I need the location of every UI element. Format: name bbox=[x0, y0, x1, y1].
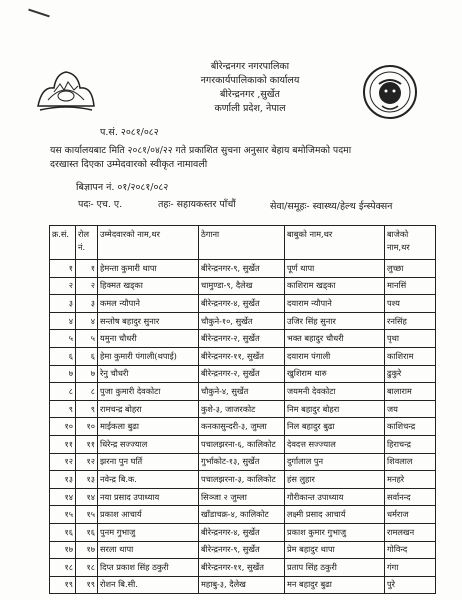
municipality-logo-icon bbox=[362, 64, 418, 120]
father-name-cell: उजिर सिंह सुनार bbox=[285, 312, 385, 330]
address-cell: बीरेन्द्रनगर-९, सुर्खेत bbox=[199, 260, 285, 278]
serial-cell: १० bbox=[50, 418, 76, 436]
candidate-name-cell: दिप्त प्रकाश सिंह ठकुरी bbox=[98, 559, 199, 577]
address-cell: बीरेन्द्रनगर-४, सुर्खेत bbox=[199, 295, 285, 313]
address-cell: कुशे-३, जाजरकोट bbox=[199, 400, 285, 418]
table-row bbox=[50, 277, 436, 295]
candidate-name-cell: धिरेन्द्र सज्ज्याल bbox=[98, 435, 199, 453]
candidate-name-cell: प्रकाश आचार्य bbox=[98, 506, 199, 524]
roll-number-cell: ७ bbox=[76, 365, 98, 383]
roll-number-cell: ५ bbox=[76, 330, 98, 348]
address-cell: सिञ्जा २ जुम्ला bbox=[199, 488, 285, 506]
table-body bbox=[50, 260, 436, 594]
serial-cell: ८ bbox=[50, 383, 76, 401]
grandfather-name-cell: जय bbox=[385, 400, 436, 418]
serial-cell: १२ bbox=[50, 453, 76, 471]
candidate-table bbox=[49, 225, 435, 594]
table-row bbox=[50, 383, 436, 401]
roll-number-cell: १४ bbox=[76, 488, 98, 506]
address-cell: बीरेन्द्रनगर-९, सुर्खेत bbox=[199, 541, 285, 559]
grandfather-name-cell: गोविन्द bbox=[385, 541, 436, 559]
table-row bbox=[50, 295, 436, 313]
father-name-cell: गौरीकान्त उपाध्याय bbox=[285, 488, 385, 506]
candidate-name-cell: माईकला बुढा bbox=[98, 418, 199, 436]
grandfather-name-cell: रनसिंह bbox=[385, 312, 436, 330]
column-header: बाबुको नाम,थर bbox=[285, 226, 385, 260]
serial-cell: २ bbox=[50, 277, 76, 295]
grandfather-name-cell: ढुकुरे bbox=[385, 365, 436, 383]
father-name-cell: काशिराम खड्का bbox=[285, 277, 385, 295]
column-header: उम्मेदवारको नाम,थर bbox=[98, 226, 199, 260]
serial-cell: १ bbox=[50, 260, 76, 278]
roll-number-cell: ११ bbox=[76, 435, 98, 453]
address-cell: चामुण्डा-९, दैलेख bbox=[199, 277, 285, 295]
table-row bbox=[50, 523, 436, 541]
roll-number-cell: २ bbox=[76, 277, 98, 295]
roll-number-cell: १६ bbox=[76, 523, 98, 541]
grandfather-name-cell: बालाराम bbox=[385, 383, 436, 401]
table-row bbox=[50, 506, 436, 524]
table-row bbox=[50, 418, 436, 436]
serial-cell: १३ bbox=[50, 471, 76, 489]
candidate-name-cell: नवेन्द्र बि.क. bbox=[98, 471, 199, 489]
column-header: क्र.सं. bbox=[50, 226, 76, 260]
serial-cell: ९ bbox=[50, 400, 76, 418]
father-name-cell: पूर्ण थापा bbox=[285, 260, 385, 278]
serial-cell: १९ bbox=[50, 576, 76, 594]
grandfather-name-cell: गंगा bbox=[385, 559, 436, 577]
address-cell: चौकुने-१०, सुर्खेत bbox=[199, 312, 285, 330]
father-name-cell: दयाराम पंगाली bbox=[285, 347, 385, 365]
serial-cell: ७ bbox=[50, 365, 76, 383]
table-row bbox=[50, 435, 436, 453]
column-header: रोल नं. bbox=[76, 226, 98, 260]
roll-number-cell: ४ bbox=[76, 312, 98, 330]
office-header bbox=[150, 60, 350, 116]
grandfather-name-cell: लुच्छा bbox=[385, 260, 436, 278]
candidate-name-cell: सरला थापा bbox=[98, 541, 199, 559]
grandfather-name-cell: धर्मराज bbox=[385, 506, 436, 524]
candidate-name-cell: रामचन्द्र बोहरा bbox=[98, 400, 199, 418]
table-row bbox=[50, 576, 436, 594]
roll-number-cell: १३ bbox=[76, 471, 98, 489]
column-header: बाजेको नाम,थर bbox=[385, 226, 436, 260]
serial-cell: ६ bbox=[50, 347, 76, 365]
father-name-cell: जयमनी देवकोटा bbox=[285, 383, 385, 401]
table-header-row bbox=[50, 226, 436, 260]
address-cell: बीरेन्द्रनगर-११, सुर्खेत bbox=[199, 559, 285, 577]
post-level: तहः- सहायकस्तर पाँचौं bbox=[158, 199, 236, 210]
advert-number: बिज्ञापन नं. ०१/२०८१/०८२ bbox=[76, 182, 169, 193]
candidate-name-cell: हेमा कुमारी पंगाली(थपाई) bbox=[98, 347, 199, 365]
father-name-cell: निल बहादुर बुढा bbox=[285, 418, 385, 436]
father-name-cell: दयाराम न्यौपाने bbox=[285, 295, 385, 313]
office-province: कर्णाली प्रदेश, नेपाल bbox=[214, 103, 286, 114]
serial-cell: ११ bbox=[50, 435, 76, 453]
father-name-cell: खुशिराम थारु bbox=[285, 365, 385, 383]
notice-line-1: यस कार्यालयबाट मिति २०८१/०४/२२ गते प्रकाशित सुचना अनुसार बेहाय बमोजिमको पदमा bbox=[50, 145, 352, 156]
grandfather-name-cell: मनहरे bbox=[385, 471, 436, 489]
serial-cell: १८ bbox=[50, 559, 76, 577]
roll-number-cell: १२ bbox=[76, 453, 98, 471]
father-name-cell: भक्त बहादुर चौधरी bbox=[285, 330, 385, 348]
father-name-cell: लक्ष्मी प्रसाद आचार्य bbox=[285, 506, 385, 524]
fiscal-year: प.सं. २०८१/०८२ bbox=[100, 127, 159, 138]
grandfather-name-cell: पश्य bbox=[385, 295, 436, 313]
post-name: पदः- एच. ए. bbox=[78, 199, 123, 210]
table-row bbox=[50, 260, 436, 278]
address-cell: पचालझरना-६, कालिकोट bbox=[199, 435, 285, 453]
serial-cell: ४ bbox=[50, 312, 76, 330]
father-name-cell: दुर्गालाल पुन bbox=[285, 453, 385, 471]
address-cell: खाँडाचक्र-४, कालिकोट bbox=[199, 506, 285, 524]
serial-cell: १६ bbox=[50, 523, 76, 541]
candidate-name-cell: पुजा कुमारी देवकोटा bbox=[98, 383, 199, 401]
address-cell: चौकुने-४, सुर्खेत bbox=[199, 383, 285, 401]
table-row bbox=[50, 400, 436, 418]
father-name-cell: प्रेम बहादुर थापा bbox=[285, 541, 385, 559]
table-row bbox=[50, 453, 436, 471]
roll-number-cell: १९ bbox=[76, 576, 98, 594]
father-name-cell: प्रताप सिंह ठकुरी bbox=[285, 559, 385, 577]
grandfather-name-cell: शिवलाल bbox=[385, 453, 436, 471]
roll-number-cell: १८ bbox=[76, 559, 98, 577]
grandfather-name-cell: रामलखन bbox=[385, 523, 436, 541]
address-cell: कनकासुन्दरी-३, जुम्ला bbox=[199, 418, 285, 436]
address-cell: गुर्भाकोट-१३, सुर्खेत bbox=[199, 453, 285, 471]
address-cell: महाबु-३, दैलेख bbox=[199, 576, 285, 594]
table-row bbox=[50, 559, 436, 577]
roll-number-cell: १ bbox=[76, 260, 98, 278]
candidate-name-cell: सन्तोष बहादुर सुनार bbox=[98, 312, 199, 330]
table-row bbox=[50, 347, 436, 365]
grandfather-name-cell: मानसिं bbox=[385, 277, 436, 295]
table-row bbox=[50, 541, 436, 559]
address-cell: बीरेन्द्रनगर-४, सुर्खेत bbox=[199, 523, 285, 541]
service-group: सेवा/समूहः- स्वास्थ्य/हेल्थ ईन्स्पेक्सन bbox=[270, 201, 393, 212]
grandfather-name-cell: काशिराम bbox=[385, 347, 436, 365]
address-cell: बीरेन्द्रनगर-११, सुर्खेत bbox=[199, 347, 285, 365]
table-row bbox=[50, 312, 436, 330]
serial-cell: ३ bbox=[50, 295, 76, 313]
table-row bbox=[50, 471, 436, 489]
roll-number-cell: ६ bbox=[76, 347, 98, 365]
roll-number-cell: ३ bbox=[76, 295, 98, 313]
candidate-name-cell: रोशन बि.सी. bbox=[98, 576, 199, 594]
grandfather-name-cell: सर्वानन्द bbox=[385, 488, 436, 506]
roll-number-cell: ८ bbox=[76, 383, 98, 401]
grandfather-name-cell: पृथा bbox=[385, 330, 436, 348]
candidate-name-cell: झरना पुन घर्ति bbox=[98, 453, 199, 471]
address-cell: पचालझरना-३, कालिकोट bbox=[199, 471, 285, 489]
serial-cell: १५ bbox=[50, 506, 76, 524]
table-row bbox=[50, 330, 436, 348]
office-name: नगरकार्यपालिकाको कार्यालय bbox=[200, 75, 300, 86]
roll-number-cell: ९ bbox=[76, 400, 98, 418]
pen-stroke-mark bbox=[28, 9, 50, 18]
candidate-name-cell: नया प्रसाद उपाध्याय bbox=[98, 488, 199, 506]
roll-number-cell: १७ bbox=[76, 541, 98, 559]
father-name-cell: हंस लुहार bbox=[285, 471, 385, 489]
address-cell: बीरेन्द्रनगर-२, सुर्खेत bbox=[199, 365, 285, 383]
grandfather-name-cell: पुरे bbox=[385, 576, 436, 594]
nepal-emblem-icon bbox=[34, 66, 98, 114]
serial-cell: १७ bbox=[50, 541, 76, 559]
candidate-name-cell: यमुना चौधरी bbox=[98, 330, 199, 348]
grandfather-name-cell: हिराचन्द्र bbox=[385, 435, 436, 453]
roll-number-cell: १० bbox=[76, 418, 98, 436]
serial-cell: ५ bbox=[50, 330, 76, 348]
table-row bbox=[50, 365, 436, 383]
municipality-name: बीरेन्द्रनगर नगरपालिका bbox=[210, 61, 290, 72]
office-location: बीरेन्द्रनगर ,सुर्खेत bbox=[220, 89, 280, 100]
notice-line-2: दरखास्त दिएका उम्मेदवारको स्वीकृत नामावली bbox=[50, 159, 208, 170]
address-cell: बीरेन्द्रनगर-२, सुर्खेत bbox=[199, 330, 285, 348]
candidate-name-cell: पुनम गुभाजु bbox=[98, 523, 199, 541]
father-name-cell: प्रकाश कुमार गुभाजु bbox=[285, 523, 385, 541]
candidate-name-cell: हेमन्ता कुमारी थापा bbox=[98, 260, 199, 278]
table-row bbox=[50, 488, 436, 506]
grandfather-name-cell: काशिचन्द्र bbox=[385, 418, 436, 436]
roll-number-cell: १५ bbox=[76, 506, 98, 524]
father-name-cell: निम बहादुर बोहरा bbox=[285, 400, 385, 418]
column-header: ठेगाना bbox=[199, 226, 285, 260]
candidate-name-cell: रेनु चौधरी bbox=[98, 365, 199, 383]
candidate-name-cell: कमल न्यौपाने bbox=[98, 295, 199, 313]
father-name-cell: मन बहादुर बुढा bbox=[285, 576, 385, 594]
candidate-name-cell: हिक्मत खड्का bbox=[98, 277, 199, 295]
father-name-cell: देवदत्त सज्ज्याल bbox=[285, 435, 385, 453]
serial-cell: १४ bbox=[50, 488, 76, 506]
